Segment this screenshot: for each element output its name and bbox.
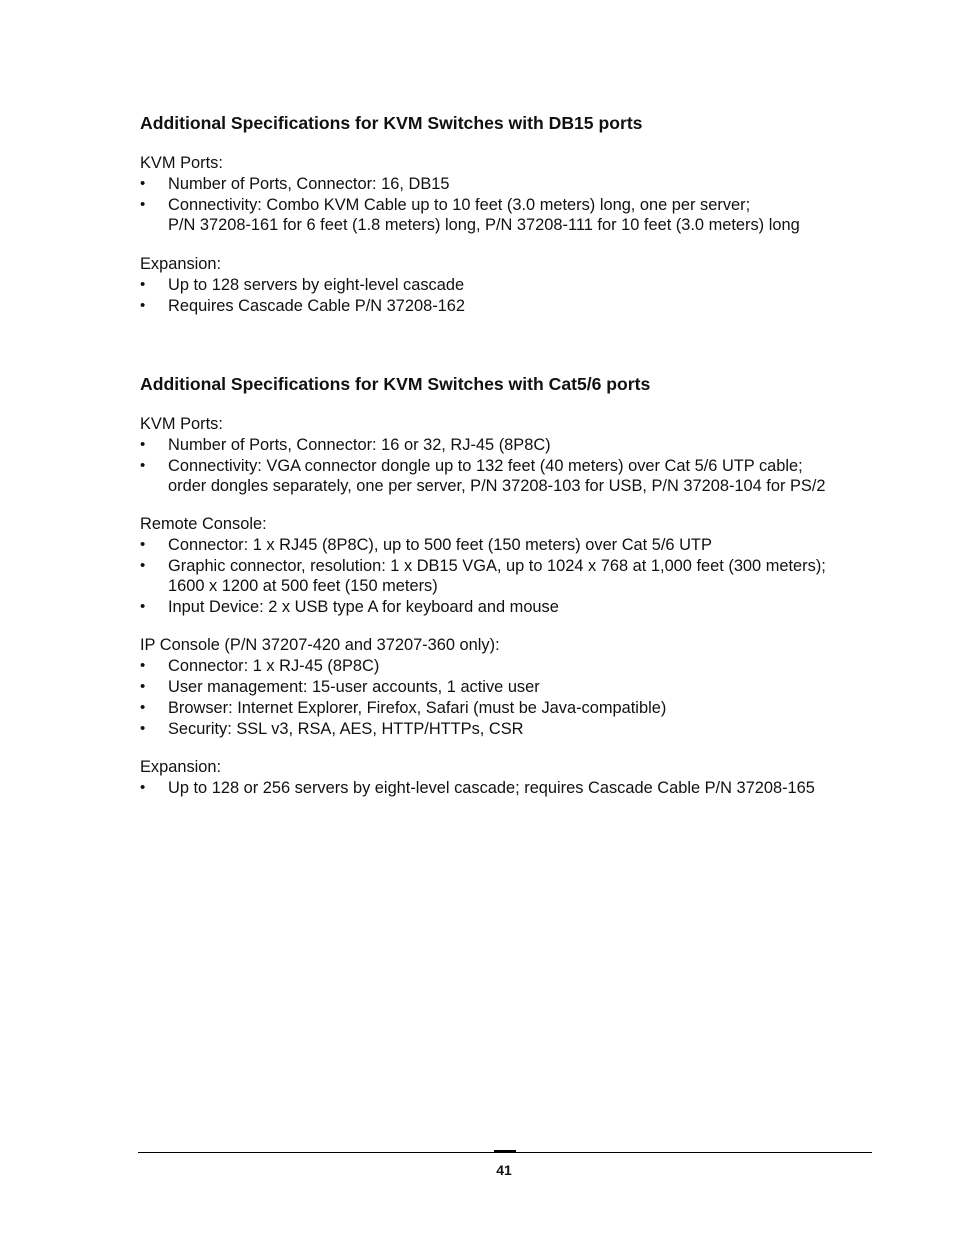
list-item: [140, 597, 880, 617]
list-item-text: Connectivity: Combo KVM Cable up to 10 feet (3.0 meters) long, one per server;: [168, 196, 751, 214]
list-item-text: order dongles separately, one per server, P/N 37208-103 for USB, P/N 37208-104 for PS/2: [168, 477, 826, 495]
list-item-text: Security: SSL v3, RSA, AES, HTTP/HTTPs, CSR: [168, 720, 524, 738]
section-heading: Additional Specifications for KVM Switches with Cat5/6 ports: [140, 374, 651, 394]
list-item: [140, 275, 880, 295]
list-item: [140, 719, 880, 739]
list-item: [140, 698, 880, 718]
bullet-icon: •: [140, 598, 146, 615]
bullet-list: [140, 535, 880, 617]
list-item-text: Connector: 1 x RJ-45 (8P8C): [168, 657, 380, 675]
bullet-list: [140, 656, 880, 739]
list-item: [140, 174, 880, 194]
list-item-text: Input Device: 2 x USB type A for keyboard and mouse: [168, 598, 559, 616]
list-item-text: Number of Ports, Connector: 16, DB15: [168, 175, 450, 193]
bullet-icon: •: [140, 436, 146, 453]
bullet-icon: •: [140, 699, 146, 716]
list-item: [140, 677, 880, 697]
group-label: IP Console (P/N 37207-420 and 37207-360 only):: [140, 636, 500, 654]
group-expansion: [140, 757, 880, 798]
list-item-text: Connector: 1 x RJ45 (8P8C), up to 500 feet (150 meters) over Cat 5/6 UTP: [168, 536, 712, 554]
page-number: 41: [496, 1162, 512, 1178]
bullet-icon: •: [140, 457, 146, 474]
bullet-list: [140, 435, 880, 496]
list-item-text: Browser: Internet Explorer, Firefox, Safari (must be Java-compatible): [168, 699, 667, 717]
footer-tab-mark: [494, 1150, 516, 1153]
group-label: Expansion:: [140, 255, 222, 273]
list-item-text: Connectivity: VGA connector dongle up to 132 feet (40 meters) over Cat 5/6 UTP cable;: [168, 457, 803, 475]
list-item: [140, 535, 880, 555]
list-item-text: 1600 x 1200 at 500 feet (150 meters): [168, 577, 438, 595]
group-ip-console: [140, 635, 880, 739]
list-item-text: User management: 15-user accounts, 1 active user: [168, 678, 540, 696]
list-item-text: Up to 128 or 256 servers by eight-level cascade; requires Cascade Cable P/N 37208-165: [168, 779, 815, 797]
list-item: [140, 656, 880, 676]
bullet-icon: •: [140, 657, 146, 674]
list-item: [140, 195, 880, 235]
bullet-icon: •: [140, 196, 146, 213]
bullet-icon: •: [140, 276, 146, 293]
list-item-text: P/N 37208-161 for 6 feet (1.8 meters) long, P/N 37208-111 for 10 feet (3.0 meters) long: [168, 216, 800, 234]
group-label: KVM Ports:: [140, 154, 223, 172]
list-item-text: Requires Cascade Cable P/N 37208-162: [168, 297, 466, 315]
group-label: Remote Console:: [140, 515, 267, 533]
list-item: [140, 456, 880, 496]
list-item-text: Graphic connector, resolution: 1 x DB15 VGA, up to 1024 x 768 at 1,000 feet (300 meters);: [168, 557, 826, 575]
bullet-icon: •: [140, 175, 146, 192]
group-kvm-ports: [140, 414, 880, 496]
bullet-icon: •: [140, 779, 146, 796]
bullet-icon: •: [140, 720, 146, 737]
group-kvm-ports: [140, 153, 880, 235]
bullet-list: [140, 778, 880, 798]
list-item: [140, 556, 880, 596]
bullet-icon: •: [140, 536, 146, 553]
list-item: [140, 296, 880, 316]
group-label: Expansion:: [140, 758, 222, 776]
section-heading: Additional Specifications for KVM Switches with DB15 ports: [140, 113, 643, 133]
list-item-text: Up to 128 servers by eight-level cascade: [168, 276, 465, 294]
section-db15: [140, 112, 880, 317]
list-item: [140, 435, 880, 455]
group-label: KVM Ports:: [140, 415, 223, 433]
bullet-icon: •: [140, 557, 146, 574]
bullet-list: [140, 174, 880, 235]
list-item-text: Number of Ports, Connector: 16 or 32, RJ-45 (8P8C): [168, 436, 551, 454]
group-expansion: [140, 254, 880, 316]
list-item: [140, 778, 880, 798]
bullet-list: [140, 275, 880, 316]
bullet-icon: •: [140, 678, 146, 695]
group-remote-console: [140, 514, 880, 617]
bullet-icon: •: [140, 297, 146, 314]
section-cat5-6: [140, 373, 880, 799]
